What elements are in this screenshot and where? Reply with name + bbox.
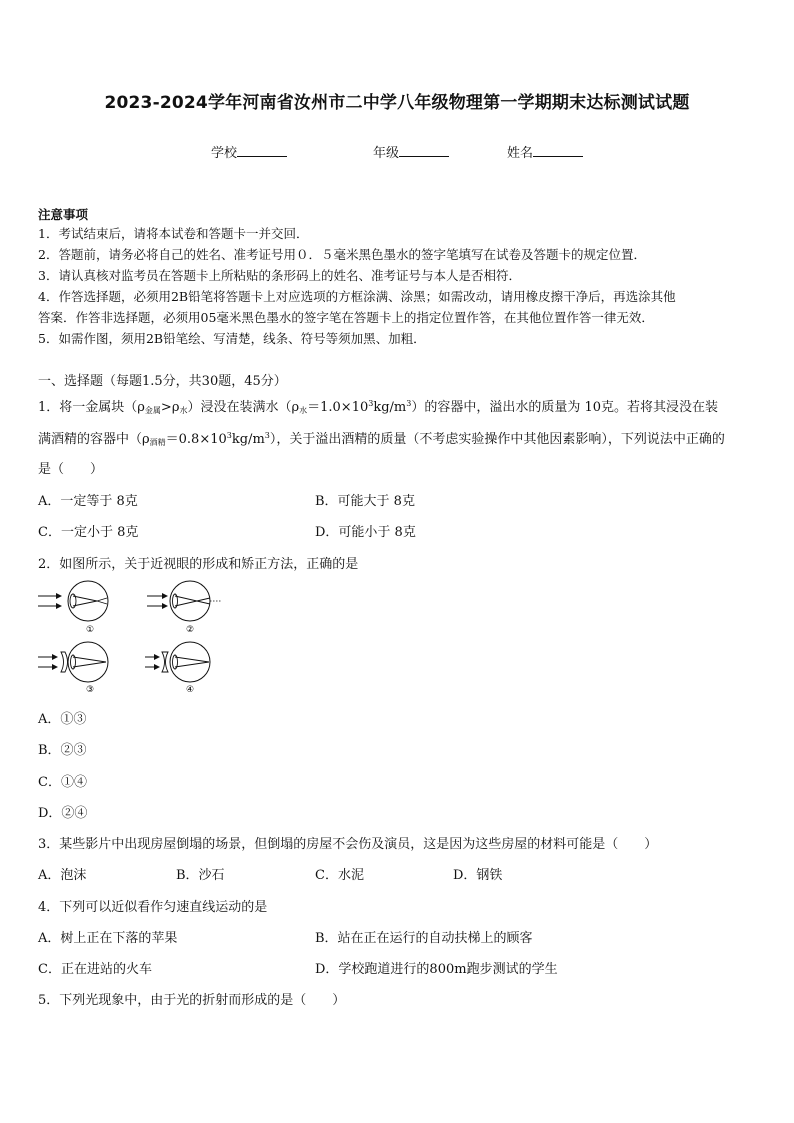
figure-label-2: ② [186,625,195,635]
school-label: 学校 [211,146,238,161]
q1-superscript: 3 [368,399,374,408]
notice-item: 答案．作答非选择题，必须用05毫米黑色墨水的签字笔在答题卡上的指定位置作答，在其他位置作答一律无效． [38,310,654,325]
q1-line-1 [38,396,718,416]
q1-text: kg/m [373,400,407,415]
q3-option-a[interactable]: A．泡沫 [38,868,87,883]
q4-option-b[interactable]: B．站在正在运行的自动扶梯上的顾客 [315,931,533,946]
notice-item: 1．考试结束后，请将本试卷和答题卡一并交回． [38,226,309,241]
eye-diagram-2 [147,581,221,635]
q2-option-d[interactable]: D．②④ [38,806,88,821]
figure-label-4: ④ [186,685,195,695]
notice-item: 4．作答选择题，必须用2B铅笔将答题卡上对应选项的方框涂满、涂黑；如需改动，请用橡皮擦干净后，再选涂其他 [38,289,676,304]
school-field [211,142,287,161]
grade-label: 年级 [373,146,400,161]
notice-item: 2．答题前，请务必将自己的姓名、准考证号用０．５毫米黑色墨水的签字笔填写在试卷及答题卡的规定位置． [38,247,646,262]
q1-text: ），关于溢出酒精的质量（不考虑实验操作中其他因素影响），下列说法中正确的 [269,432,725,447]
notice-item: 3．请认真核对监考员在答题卡上所粘贴的条形码上的姓名、准考证号与本人是否相符． [38,268,521,283]
q3-option-b[interactable]: B．沙石 [176,868,225,883]
notice-item: 5．如需作图，须用2B铅笔绘、写清楚，线条、符号等须加黑、加粗． [38,331,426,346]
q2-option-b[interactable]: B．②③ [38,743,87,758]
name-label: 姓名 [507,146,534,161]
q1-superscript: 3 [406,399,412,408]
q1-option-c[interactable]: C．一定小于 8克 [38,525,139,540]
name-field [507,142,583,161]
q3-stem: 3．某些影片中出现房屋倒塌的场景，但倒塌的房屋不会伤及演员，这是因为这些房屋的材料可能是（ ） [38,837,658,852]
q3-option-d[interactable]: D．钢铁 [453,868,503,883]
q1-superscript: 3 [226,431,232,440]
q2-option-c[interactable]: C．①④ [38,775,87,790]
q2-option-a[interactable]: A．①③ [38,712,87,727]
q1-option-a[interactable]: A．一定等于 8克 [38,494,138,509]
section-heading: 一、选择题（每题1.5分，共30题，45分） [38,374,287,389]
name-blank[interactable] [533,144,583,157]
eye-diagram-1 [38,581,108,635]
notice-heading: 注意事项 [38,207,89,222]
q1-line-2 [38,428,725,448]
q1-subscript: 水 [299,406,308,415]
figure-label-3: ③ [86,685,95,695]
school-blank[interactable] [237,144,287,157]
q4-stem: 4．下列可以近似看作匀速直线运动的是 [38,900,268,915]
q1-text: ）浸没在装满水（ρ [187,400,300,415]
q4-option-c[interactable]: C．正在进站的火车 [38,962,152,977]
q4-option-a[interactable]: A．树上正在下落的苹果 [38,931,178,946]
q1-text: 满酒精的容器中（ρ [38,432,150,447]
q2-stem: 2．如图所示，关于近视眼的形成和矫正方法，正确的是 [38,557,359,572]
q1-text: kg/m [231,432,265,447]
q4-option-d[interactable]: D．学校跑道进行的800m跑步测试的学生 [315,962,558,977]
q1-subscript: 酒精 [149,438,166,447]
q1-subscript: 金属 [144,406,161,415]
eye-diagram-3 [38,642,108,695]
q1-option-b[interactable]: B．可能大于 8克 [315,494,415,509]
q1-text: 1．将一金属块（ρ [38,400,145,415]
q1-line-3: 是（ ） [38,462,104,477]
q1-subscript: 水 [179,406,188,415]
q1-superscript: 3 [264,431,270,440]
q1-text: ）的容器中，溢出水的质量为 10克。若将其浸没在装 [411,400,719,415]
eye-figure [35,580,225,695]
grade-blank[interactable] [399,144,449,157]
q5-stem: 5．下列光现象中，由于光的折射而形成的是（ ） [38,993,346,1008]
q1-option-d[interactable]: D．可能小于 8克 [315,525,416,540]
eye-diagram-4 [145,642,210,695]
q1-text: ＝1.0×10 [307,400,369,415]
q1-text: ＝0.8×10 [165,432,227,447]
figure-label-1: ① [86,625,95,635]
page-title: 2023-2024学年河南省汝州市二中学八年级物理第一学期期末达标测试试题 [104,93,690,113]
q1-text: >ρ [160,400,180,415]
q3-option-c[interactable]: C．水泥 [315,868,364,883]
grade-field [373,142,449,161]
